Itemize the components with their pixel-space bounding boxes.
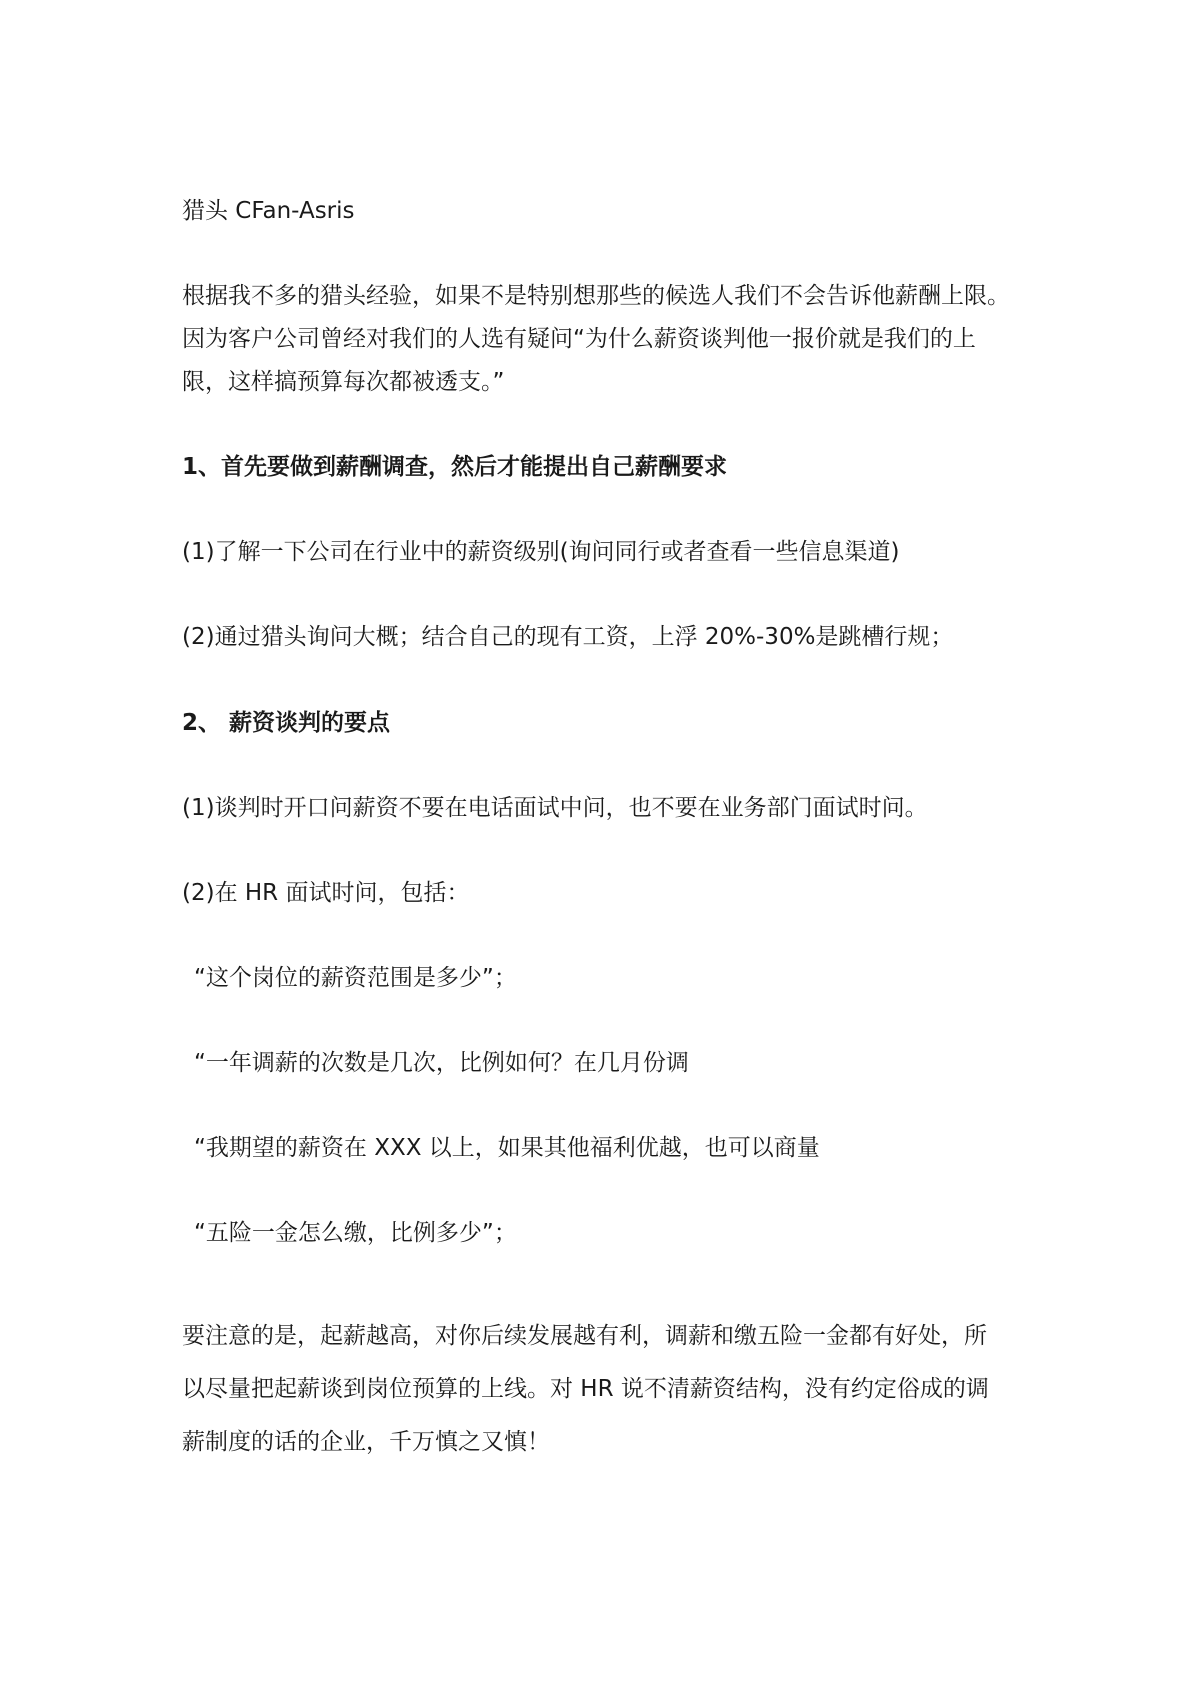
quote-1: “这个岗位的薪资范围是多少”； (194, 965, 517, 991)
section2-item-1: (1)谈判时开口问薪资不要在电话面试中问，也不要在业务部门面试时问。 (182, 795, 928, 821)
quote-2: “一年调薪的次数是几次，比例如何？在几月份调 (194, 1050, 689, 1076)
section1-heading: 1、首先要做到薪酬调查，然后才能提出自己薪酬要求 (182, 454, 728, 480)
conclusion-line-3: 薪制度的话的企业，千万慎之又慎！ (182, 1429, 550, 1455)
conclusion-line-1: 要注意的是，起薪越高，对你后续发展越有利，调薪和缴五险一金都有好处，所 (182, 1323, 987, 1349)
section1-item-2: (2)通过猎头询问大概；结合自己的现有工资，上浮 20%-30%是跳槽行规； (182, 624, 954, 650)
intro-line-3: 限，这样搞预算每次都被透支。” (182, 369, 505, 395)
author-line: 猎头 CFan-Asris (182, 198, 355, 224)
quote-3: “我期望的薪资在 XXX 以上，如果其他福利优越，也可以商量 (194, 1135, 820, 1161)
section2-item-2: (2)在 HR 面试时问，包括： (182, 880, 470, 906)
quote-4: “五险一金怎么缴，比例多少”； (194, 1220, 517, 1246)
intro-line-1: 根据我不多的猎头经验，如果不是特别想那些的候选人我们不会告诉他薪酬上限。 (182, 283, 1010, 309)
conclusion-line-2: 以尽量把起薪谈到岗位预算的上线。对 HR 说不清薪资结构，没有约定俗成的调 (182, 1376, 989, 1402)
section1-item-1: (1)了解一下公司在行业中的薪资级别(询问同行或者查看一些信息渠道) (182, 539, 900, 565)
intro-line-2: 因为客户公司曾经对我们的人选有疑问“为什么薪资谈判他一报价就是我们的上 (182, 326, 976, 352)
section2-heading: 2、 薪资谈判的要点 (182, 710, 391, 736)
